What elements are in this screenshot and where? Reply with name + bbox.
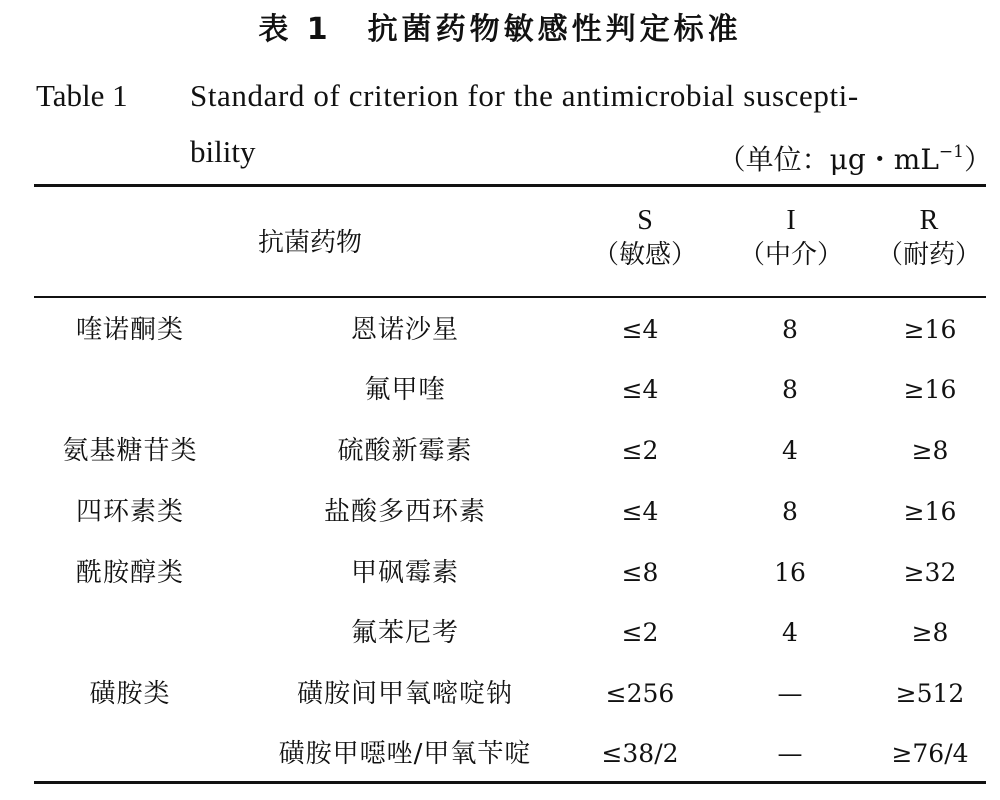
table-top-rule	[34, 184, 986, 187]
table-number-en: Table 1	[36, 78, 128, 113]
header-drug-label: 抗菌药物	[257, 228, 362, 258]
row-2-drug: 氟甲喹	[364, 375, 446, 405]
row-7-s: ≤256	[605, 679, 675, 708]
row-5-class: 酰胺醇类	[75, 558, 184, 588]
header-s-label: （敏感）	[592, 240, 697, 270]
row-4-drug: 盐酸多西环素	[323, 497, 486, 527]
row-5-drug: 甲砜霉素	[350, 558, 459, 588]
row-5-r: ≥32	[903, 558, 957, 587]
row-1-i: 8	[782, 315, 798, 344]
row-3-r: ≥8	[911, 436, 949, 465]
row-2-r: ≥16	[903, 375, 957, 404]
header-r-code: R	[919, 205, 939, 236]
header-r-label: （耐药）	[876, 240, 981, 270]
table-number-zh: 表 1	[258, 12, 332, 47]
table-title-en-line2: bility	[190, 134, 256, 169]
unit-note-suffix: ）	[963, 143, 992, 176]
row-1-s: ≤4	[621, 315, 659, 344]
unit-note-prefix: （单位：μg・mL	[717, 143, 939, 176]
row-7-class: 磺胺类	[89, 679, 171, 709]
header-r	[864, 204, 994, 272]
row-7-i: —	[777, 679, 803, 708]
row-8-s: ≤38/2	[601, 739, 679, 768]
row-4-s: ≤4	[621, 497, 659, 526]
table-title-zh-text: 抗菌药物敏感性判定标准	[367, 12, 742, 47]
header-drug	[200, 226, 420, 260]
row-5-s: ≤8	[621, 558, 659, 587]
header-i-label: （中介）	[738, 240, 843, 270]
row-3-s: ≤2	[621, 436, 659, 465]
row-6-r: ≥8	[911, 618, 949, 647]
row-5-i: 16	[774, 558, 806, 587]
row-3-class: 氨基糖苷类	[62, 436, 198, 466]
row-2-s: ≤4	[621, 375, 659, 404]
row-6-s: ≤2	[621, 618, 659, 647]
table-bottom-rule	[34, 781, 986, 784]
row-6-drug: 氟苯尼考	[350, 618, 459, 648]
row-4-i: 8	[782, 497, 798, 526]
row-8-i: —	[777, 739, 803, 768]
row-6-i: 4	[782, 618, 798, 647]
header-i	[726, 204, 856, 272]
header-s-code: S	[637, 205, 653, 236]
row-8-drug: 磺胺甲噁唑/甲氧苄啶	[278, 739, 532, 769]
header-s	[580, 204, 710, 272]
row-4-r: ≥16	[903, 497, 957, 526]
header-i-code: I	[786, 205, 796, 236]
row-1-class: 喹诺酮类	[75, 315, 184, 345]
row-1-drug: 恩诺沙星	[350, 315, 459, 345]
unit-note-exponent: −1	[938, 142, 964, 162]
table-title-en-line1: Standard of criterion for the antimicrobial suscepti-	[190, 78, 859, 113]
row-3-i: 4	[782, 436, 798, 465]
unit-note	[718, 122, 992, 190]
row-1-r: ≥16	[903, 315, 957, 344]
row-7-r: ≥512	[895, 679, 965, 708]
row-4-class: 四环素类	[75, 497, 184, 527]
row-3-drug: 硫酸新霉素	[337, 436, 473, 466]
table-title-zh	[0, 10, 1000, 50]
row-2-i: 8	[782, 375, 798, 404]
row-8-r: ≥76/4	[891, 739, 969, 768]
table-header-rule	[34, 296, 986, 298]
row-7-drug: 磺胺间甲氧嘧啶钠	[296, 679, 513, 709]
